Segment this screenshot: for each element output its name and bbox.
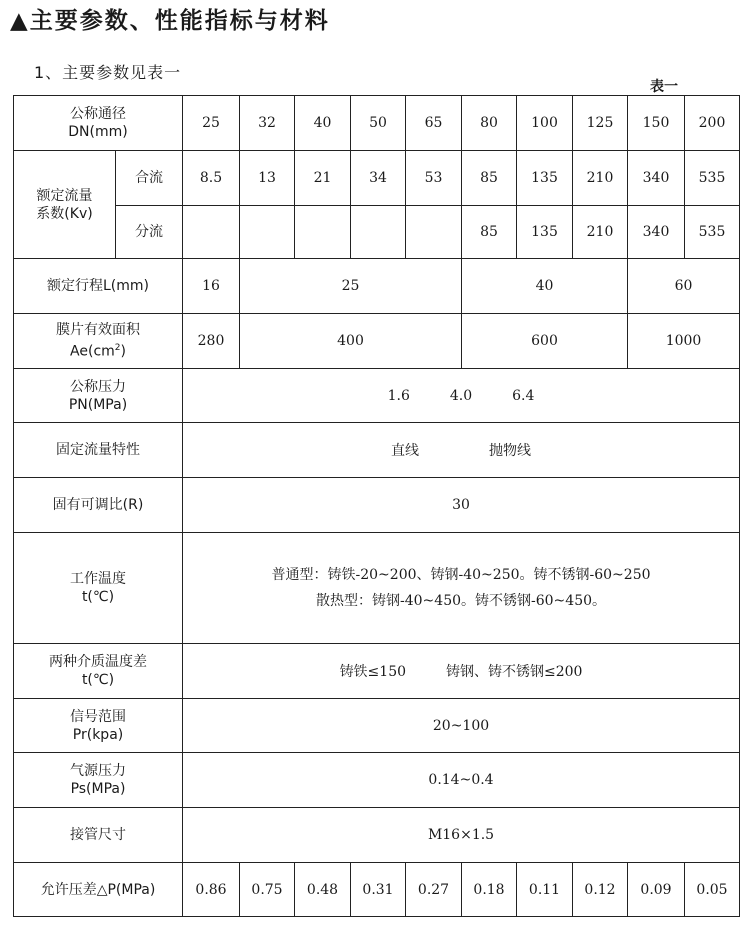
kv-cell: 8.5 xyxy=(183,151,240,206)
kv-cell xyxy=(406,206,462,259)
dn-cell: 50 xyxy=(351,96,406,151)
table-row-stroke xyxy=(14,259,740,314)
kv-cell: 340 xyxy=(628,206,685,259)
area-cell: 280 xyxy=(183,314,240,369)
table-tag: 表一 xyxy=(650,79,678,95)
table-row-pipe xyxy=(14,808,740,863)
ratio-value: 30 xyxy=(183,478,740,533)
ratio-label: 固有可调比(R) xyxy=(14,478,183,533)
dp-cell: 0.31 xyxy=(351,863,406,917)
kv-cell: 535 xyxy=(685,206,740,259)
pipe-value: M16×1.5 xyxy=(183,808,740,863)
table-row-temp-diff xyxy=(14,644,740,699)
table-row-temp xyxy=(14,533,740,644)
table-row-dn xyxy=(14,96,740,151)
dn-cell: 40 xyxy=(295,96,351,151)
kv-cell: 85 xyxy=(462,206,517,259)
kv-label: 额定流量 系数(Kv) xyxy=(14,151,116,259)
dp-cell: 0.11 xyxy=(517,863,573,917)
kv-cell xyxy=(295,206,351,259)
stroke-cell: 60 xyxy=(628,259,740,314)
kv-cell: 135 xyxy=(517,206,573,259)
table-row-signal xyxy=(14,699,740,753)
kv-cell: 13 xyxy=(240,151,295,206)
kv-cell: 535 xyxy=(685,151,740,206)
area-label: 膜片有效面积 $Ae(cm^2)$ xyxy=(14,314,183,369)
kv-cell: 135 xyxy=(517,151,573,206)
kv-cell: 34 xyxy=(351,151,406,206)
air-value: 0.14~0.4 xyxy=(183,753,740,808)
stroke-cell: 25 xyxy=(240,259,462,314)
table-row-ratio xyxy=(14,478,740,533)
dp-cell: 0.12 xyxy=(573,863,628,917)
dn-label: 公称通径 DN(mm) xyxy=(14,96,183,151)
air-label: 气源压力 Ps(MPa) xyxy=(14,753,183,808)
dn-cell: 125 xyxy=(573,96,628,151)
signal-label: 信号范围 Pr(kpa) xyxy=(14,699,183,753)
dn-cell: 32 xyxy=(240,96,295,151)
characteristic-values: 直线 抛物线 xyxy=(183,423,740,478)
dn-cell: 80 xyxy=(462,96,517,151)
kv-cell: 21 xyxy=(295,151,351,206)
dn-cell: 65 xyxy=(406,96,462,151)
area-cell: 600 xyxy=(462,314,628,369)
dp-cell: 0.75 xyxy=(240,863,295,917)
kv-cell xyxy=(240,206,295,259)
pipe-label: 接管尺寸 xyxy=(14,808,183,863)
temp-diff-values: 铸铁≤150 铸钢、铸不锈钢≤200 xyxy=(183,644,740,699)
stroke-cell: 16 xyxy=(183,259,240,314)
kv-cell xyxy=(183,206,240,259)
dn-cell: 150 xyxy=(628,96,685,151)
stroke-cell: 40 xyxy=(462,259,628,314)
dp-label: 允许压差△P(MPa) xyxy=(14,863,183,917)
dp-cell: 0.86 xyxy=(183,863,240,917)
dp-cell: 0.05 xyxy=(685,863,740,917)
kv-cell: 210 xyxy=(573,206,628,259)
dn-cell: 25 xyxy=(183,96,240,151)
dn-cell: 200 xyxy=(685,96,740,151)
kv-cell: 340 xyxy=(628,151,685,206)
section-subheading: 1、主要参数见表一 xyxy=(34,63,182,82)
temp-values: 普通型：铸铁-20~200、铸钢-40~250。铸不锈钢-60~250 散热型：铸钢-40~450。铸不锈钢-60~450。 xyxy=(183,533,740,644)
table-row-air xyxy=(14,753,740,808)
area-cell: 400 xyxy=(240,314,462,369)
pressure-values: 1.6 4.0 6.4 xyxy=(183,369,740,423)
kv-cell: 210 xyxy=(573,151,628,206)
table-row-kv-combined xyxy=(14,151,740,206)
kv-cell: 85 xyxy=(462,151,517,206)
dn-cell: 100 xyxy=(517,96,573,151)
stroke-label: 额定行程L(mm) xyxy=(14,259,183,314)
table-row-area xyxy=(14,314,740,369)
area-cell: 1000 xyxy=(628,314,740,369)
temp-diff-label: 两种介质温度差 t(℃) xyxy=(14,644,183,699)
kv-combined-label: 合流 xyxy=(116,151,183,206)
table-row-kv-split xyxy=(14,206,740,259)
kv-cell: 53 xyxy=(406,151,462,206)
table-row-characteristic xyxy=(14,423,740,478)
temp-label: 工作温度 t(℃) xyxy=(14,533,183,644)
dp-cell: 0.27 xyxy=(406,863,462,917)
kv-cell xyxy=(351,206,406,259)
characteristic-label: 固定流量特性 xyxy=(14,423,183,478)
signal-value: 20~100 xyxy=(183,699,740,753)
dp-cell: 0.48 xyxy=(295,863,351,917)
dp-cell: 0.18 xyxy=(462,863,517,917)
spec-table xyxy=(13,95,740,917)
dp-cell: 0.09 xyxy=(628,863,685,917)
pressure-label: 公称压力 PN(MPa) xyxy=(14,369,183,423)
table-row-dp xyxy=(14,863,740,917)
kv-split-label: 分流 xyxy=(116,206,183,259)
page-heading: ▲主要参数、性能指标与材料 xyxy=(10,8,330,34)
table-row-pressure xyxy=(14,369,740,423)
